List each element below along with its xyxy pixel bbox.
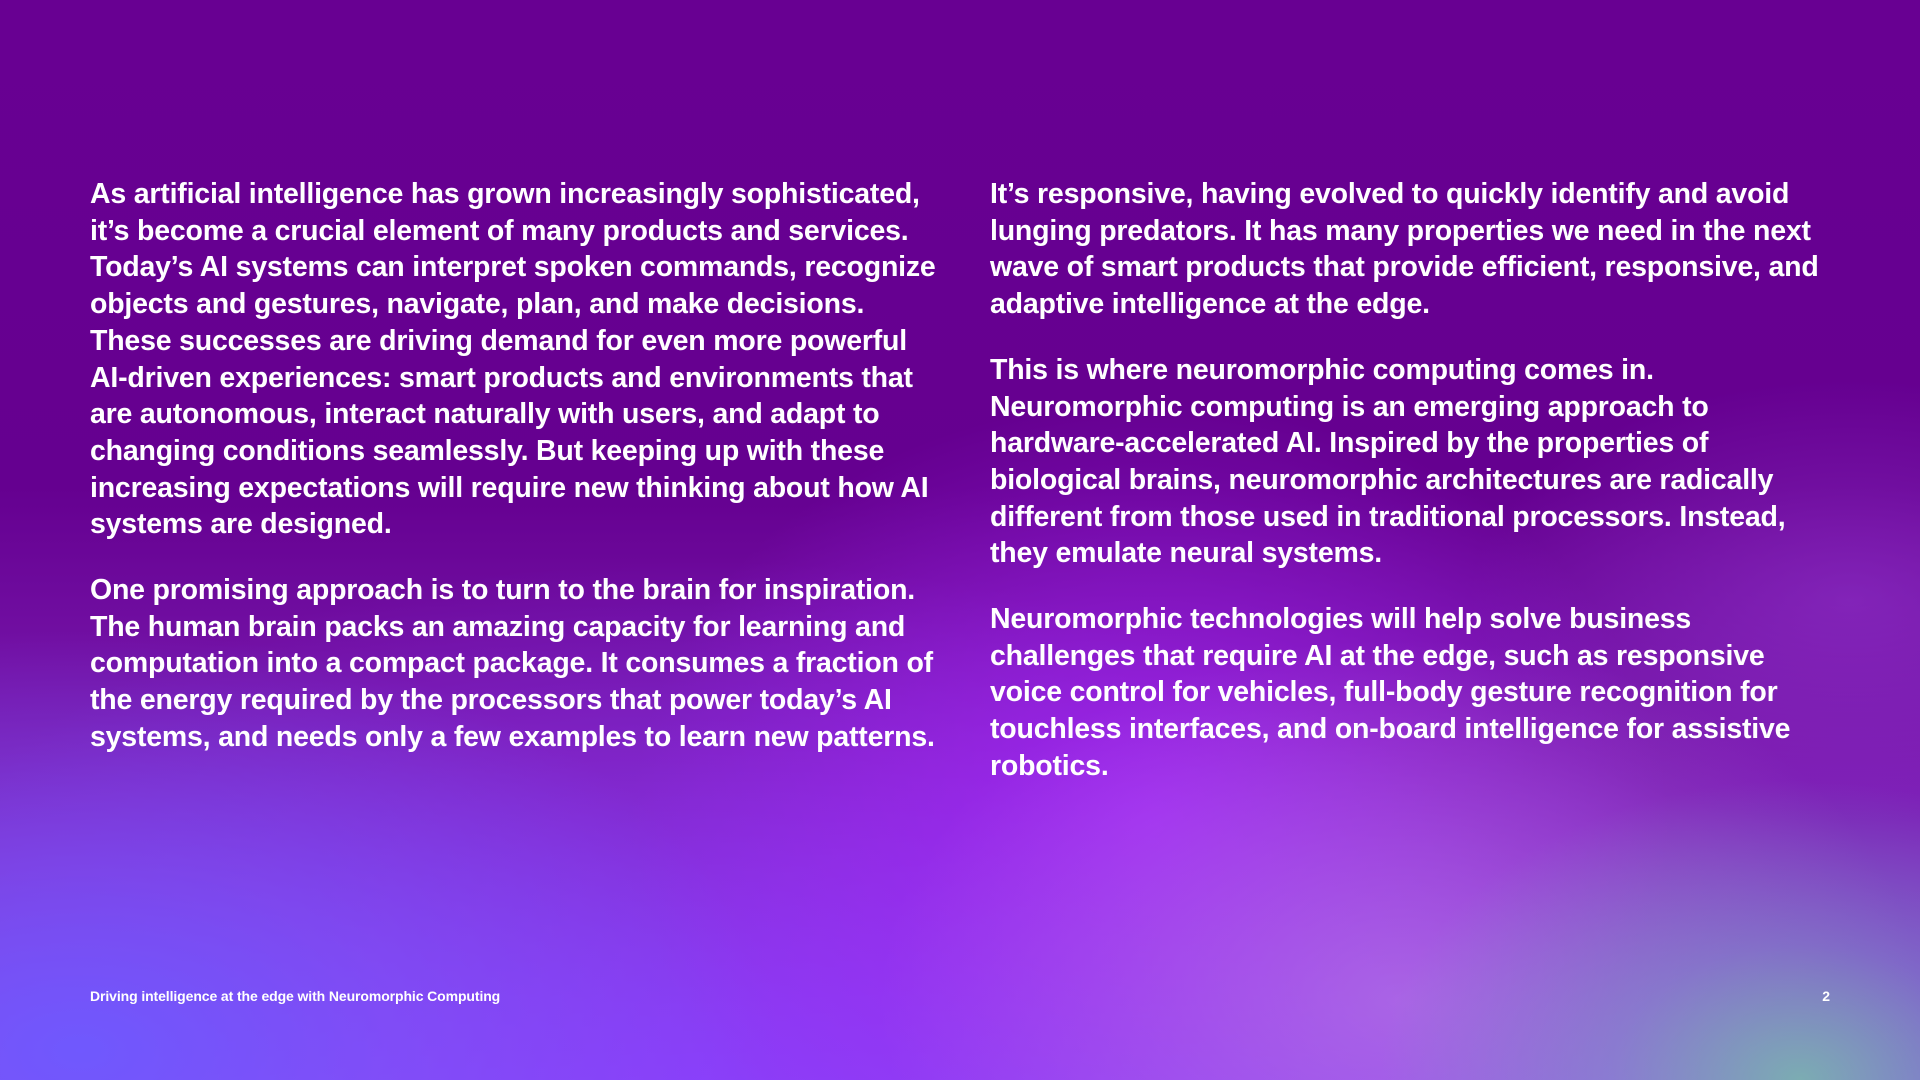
right-column — [990, 176, 1840, 814]
body-paragraph: This is where neuromorphic computing comes in. Neuromorphic computing is an emerging approach to hardware-accelerated AI. Inspired by the properties of biological brains, neuromorphic architectures are radically different from those used in traditional processors. Instead, they emulate neural systems. — [990, 353, 1786, 570]
body-paragraph: It’s responsive, having evolved to quickly identify and avoid lunging predators. It has many properties we need in the next wave of smart products that provide efficient, responsive, and adaptive intelligence at the edge. — [990, 178, 1819, 321]
body-paragraph: Neuromorphic technologies will help solve business challenges that require AI at the edge, such as responsive voice control for vehicles, full-body gesture recognition for touchless interfaces, and on-board intelligence for assistive robotics. — [990, 603, 1791, 782]
footer-document-title: Driving intelligence at the edge with Neuromorphic Computing — [90, 988, 501, 1004]
body-paragraph: As artificial intelligence has grown increasingly sophisticated, it’s become a crucial element of many products and services. Today’s AI systems can interpret spoken commands, recognize objects and gestures, navigate, plan, and make decisions. These successes are driving demand for even more powerful AI-driven experiences: smart products and environments that are autonomous, interact naturally with users, and adapt to changing conditions seamlessly. But keeping up with these increasing expectations will require new thinking about how AI systems are designed. — [90, 178, 936, 541]
body-paragraph: One promising approach is to turn to the brain for inspiration. The human brain packs an amazing capacity for learning and computation into a compact package. It consumes a fraction of the energy required by the processors that power today’s AI systems, and needs only a few examples to learn new patterns. — [90, 574, 935, 753]
page-number: 2 — [1822, 988, 1830, 1004]
left-column — [90, 176, 940, 785]
